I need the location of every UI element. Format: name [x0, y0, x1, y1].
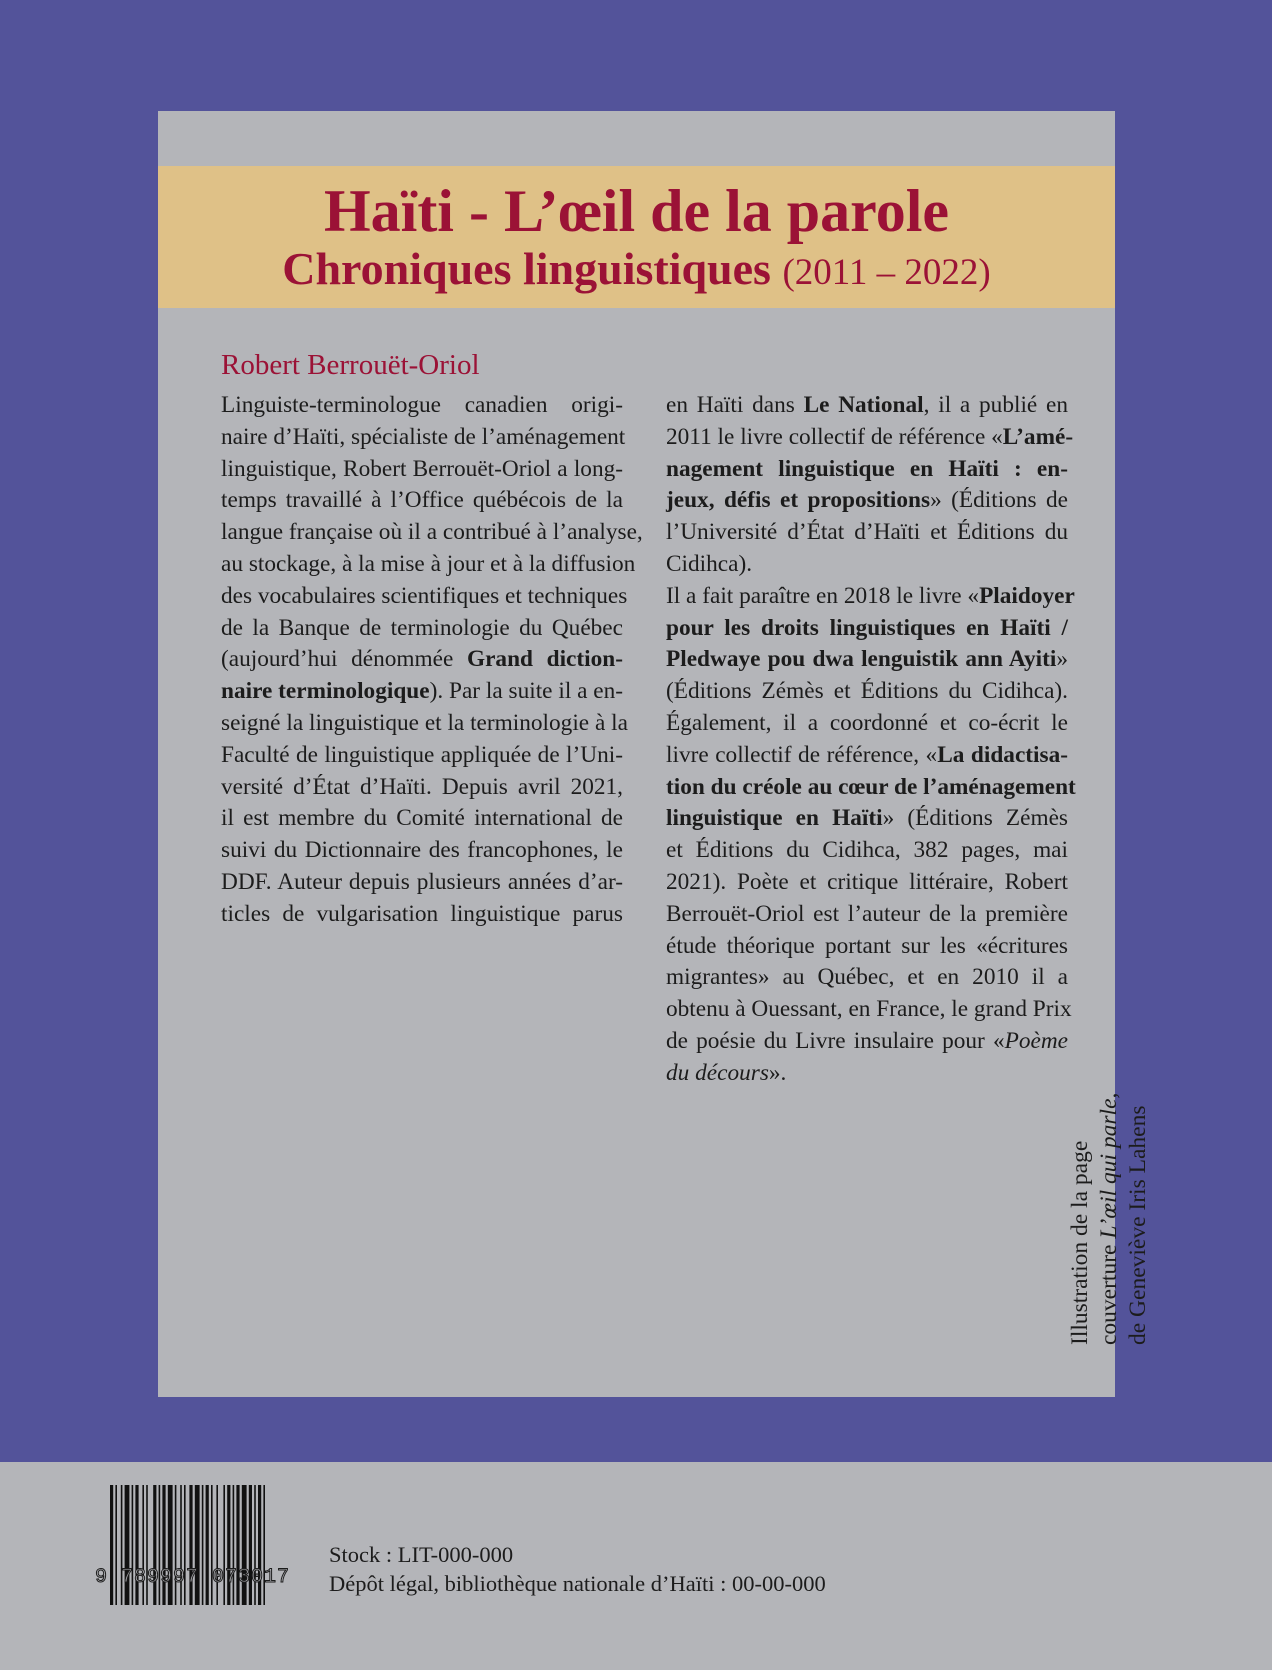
- bio-text: Il a fait paraître en 2018 le livre «: [666, 582, 980, 609]
- bio-bold-text: tion du créole au cœur de l’aménagement: [666, 773, 1076, 800]
- bio-bold-text: Grand diction-: [466, 646, 623, 673]
- bio-line: l’Université d’État d’Haïti et Éditions du: [666, 519, 1068, 546]
- subtitle-main: Chroniques linguistiques: [282, 243, 771, 294]
- bio-column-left: [221, 390, 643, 931]
- bio-bold-text: Plaidoyer: [979, 582, 1075, 609]
- bio-line: des vocabulaires scientifiques et techniques: [221, 582, 628, 609]
- barcode-number: 9 789997 073017: [95, 1566, 291, 1589]
- bio-line: [666, 1058, 1068, 1090]
- bio-line: étude théorique portant sur les «écritures: [666, 932, 1068, 959]
- bio-text: , il a publié en: [923, 392, 1069, 418]
- credit-line: [1095, 1092, 1124, 1345]
- bio-text: » (Éditions de: [930, 487, 1068, 514]
- bio-bold-text: jeux, défis et propositions: [666, 487, 931, 514]
- bio-line: Faculté de linguistique appliquée de l’Uni-: [221, 741, 623, 768]
- bio-line: [666, 772, 1076, 804]
- bio-text: de poésie du Livre insulaire pour «: [666, 1027, 1005, 1054]
- bio-line: ticles de vulgarisation linguistique parus: [221, 900, 623, 927]
- bio-line: [666, 740, 1068, 772]
- bio-line: linguistique, Robert Berrouët-Oriol a long-: [221, 455, 623, 482]
- bio-bold-text: naire terminologique: [221, 678, 430, 705]
- bio-line: [666, 485, 1068, 517]
- bio-italic-text: Poème: [1004, 1027, 1068, 1054]
- bio-text: livre collectif de référence, «: [666, 741, 938, 768]
- bio-line: seigné la linguistique et la terminologie à la: [221, 709, 628, 736]
- bio-line: au stockage, à la mise à jour et à la diffusion: [221, 550, 636, 577]
- credit-line: Illustration de la page: [1067, 1140, 1093, 1345]
- bio-text: ). Par la suite il a en-: [429, 678, 624, 705]
- bio-line: [666, 613, 1068, 645]
- bio-line: [666, 454, 1068, 486]
- bio-column-right: [666, 390, 1076, 1090]
- bio-line: DDF. Auteur depuis plusieurs années d’ar-: [221, 868, 623, 895]
- bio-line: [666, 422, 1074, 454]
- bio-text: ».: [768, 1059, 787, 1086]
- book-title: Haïti - L’œil de la parole: [323, 178, 950, 244]
- illustration-credit: [1066, 1092, 1153, 1345]
- bio-line: [221, 644, 623, 676]
- credit-text: couverture: [1096, 1238, 1122, 1345]
- bio-bold-text: linguistique en Haïti: [666, 805, 883, 832]
- bio-bold-text: La didactisa-: [937, 741, 1068, 768]
- bio-text: »: [1056, 646, 1068, 673]
- credit-line: de Geneviève Iris Lahens: [1125, 1105, 1151, 1345]
- bio-line: Cidihca).: [666, 550, 753, 577]
- bio-bold-text: L’amé-: [1002, 423, 1074, 450]
- bio-line: (Éditions Zémès et Éditions du Cidihca).: [666, 678, 1068, 705]
- bio-line: temps travaillé à l’Office québécois de la: [221, 487, 623, 514]
- bio-bold-text: pour les droits linguistiques en Haïti /: [666, 614, 1068, 641]
- credit-artwork-title: L’œil qui parle,: [1096, 1092, 1122, 1239]
- bio-line: [666, 390, 1068, 422]
- title-band: [158, 166, 1115, 308]
- bio-line: versité d’État d’Haïti. Depuis avril 2021,: [221, 773, 623, 800]
- bio-line: [666, 644, 1068, 676]
- bio-line: migrantes» au Québec, et en 2010 il a: [666, 964, 1068, 991]
- bio-line: Berrouët-Oriol est l’auteur de la première: [666, 900, 1068, 927]
- bio-text: 2011 le livre collectif de référence «: [666, 423, 1003, 450]
- bio-italic-text: du décours: [666, 1059, 769, 1086]
- bio-line: [221, 676, 623, 708]
- bio-line: langue française où il a contribué à l’analyse,: [221, 519, 643, 546]
- bottom-strip: [0, 1462, 1272, 1670]
- bio-line: [666, 581, 1075, 613]
- bio-bold-text: nagement linguistique en Haïti : en-: [666, 455, 1068, 482]
- bio-bold-text: Le National: [803, 392, 924, 418]
- bio-bold-text: Pledwaye pou dwa lenguistik ann Ayiti: [666, 646, 1057, 673]
- bio-text: (aujourd’hui dénommée: [221, 646, 467, 673]
- bio-line: naire d’Haïti, spécialiste de l’aménagement: [221, 423, 626, 450]
- bio-text: » (Éditions Zémès: [882, 805, 1068, 832]
- author-name: Robert Berrouët-Oriol: [221, 349, 480, 381]
- book-subtitle: [158, 243, 1115, 294]
- bio-line: il est membre du Comité international de: [221, 805, 623, 832]
- bio-line: suivi du Dictionnaire des francophones, le: [221, 837, 623, 864]
- bio-line: Linguiste-terminologue canadien origi-: [221, 392, 623, 418]
- bio-line: [666, 1026, 1068, 1058]
- bio-line: de la Banque de terminologie du Québec: [221, 614, 623, 641]
- subtitle-years: (2011 – 2022): [782, 252, 991, 293]
- bio-line: obtenu à Ouessant, en France, le grand Prix: [666, 996, 1072, 1023]
- bio-line: 2021). Poète et critique littéraire, Robert: [666, 868, 1068, 895]
- legal-deposit: Dépôt légal, bibliothèque nationale d’Haïti : 00-00-000: [329, 1571, 826, 1596]
- bio-text: en Haïti dans: [666, 392, 804, 418]
- bio-line: [666, 803, 1068, 835]
- bio-line: et Éditions du Cidihca, 382 pages, mai: [666, 837, 1068, 864]
- stock-number: Stock : LIT-000-000: [329, 1542, 514, 1567]
- bio-line: Également, il a coordonné et co-écrit le: [666, 709, 1068, 736]
